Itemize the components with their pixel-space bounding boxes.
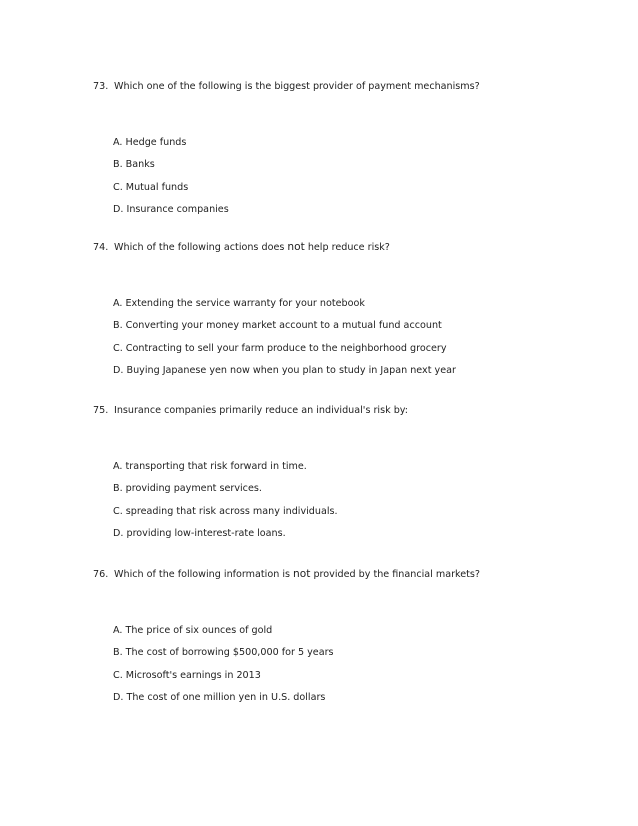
answer-option-d: D. providing low-interest-rate loans.: [113, 527, 286, 539]
answer-options: [113, 625, 613, 714]
answer-option-d: D. Insurance companies: [113, 203, 229, 215]
answer-option-b: B. Banks: [113, 159, 155, 171]
answer-option-c: C. Microsoft's earnings in 2013: [113, 669, 261, 681]
question-number: 76.: [93, 569, 109, 580]
answer-option-b: B. providing payment services.: [113, 483, 262, 495]
question-73: [93, 80, 613, 226]
question-text-part: Which one of the following is the biggest provider of payment mechanisms?: [114, 81, 480, 92]
question-stem: [93, 241, 613, 254]
question-text-part: Insurance companies primarily reduce an individual's risk by:: [114, 405, 409, 416]
question-stem: [93, 404, 613, 417]
answer-option-b: B. Converting your money market account to a mutual fund account: [113, 320, 442, 332]
answer-options: [113, 137, 613, 226]
question-text-part: provided by the financial markets?: [310, 569, 480, 580]
answer-option-c: C. spreading that risk across many individuals.: [113, 505, 338, 517]
question-text-part: Which of the following information is: [114, 569, 294, 580]
answer-option-b: B. The cost of borrowing $500,000 for 5 years: [113, 647, 334, 659]
question-emphasis: not: [293, 568, 311, 580]
question-stem: [93, 568, 613, 581]
question-text: [114, 81, 480, 92]
answer-option-a: A. Extending the service warranty for your notebook: [113, 298, 365, 309]
answer-option-d: D. Buying Japanese yen now when you plan to study in Japan next year: [113, 364, 456, 376]
question-74: [93, 241, 613, 387]
question-emphasis: not: [287, 241, 305, 253]
answer-options: [113, 461, 613, 550]
question-number: 73.: [93, 81, 109, 92]
answer-option-a: A. The price of six ounces of gold: [113, 625, 273, 636]
question-76: [93, 568, 613, 714]
question-text-part: Which of the following actions does: [114, 242, 288, 253]
question-75: [93, 404, 613, 550]
question-number: 74.: [93, 242, 109, 253]
answer-option-c: C. Contracting to sell your farm produce to the neighborhood grocery: [113, 342, 447, 354]
question-text-part: help reduce risk?: [304, 242, 390, 253]
answer-option-a: A. transporting that risk forward in time.: [113, 461, 307, 472]
question-number: 75.: [93, 405, 109, 416]
answer-option-a: A. Hedge funds: [113, 137, 187, 148]
answer-option-d: D. The cost of one million yen in U.S. dollars: [113, 691, 326, 703]
question-text: [114, 569, 480, 580]
answer-option-c: C. Mutual funds: [113, 181, 189, 193]
question-stem: [93, 80, 613, 93]
question-text: [114, 242, 390, 253]
question-text: [114, 405, 408, 416]
answer-options: [113, 298, 613, 387]
